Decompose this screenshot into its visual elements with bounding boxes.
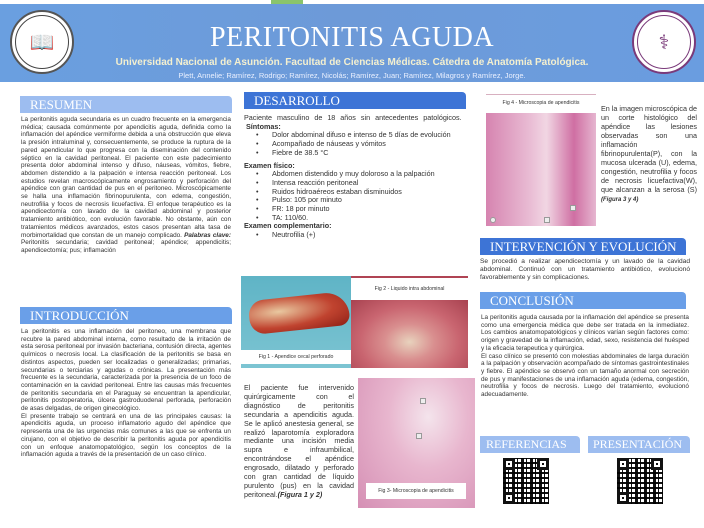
figure-2-intraabdominal-fluid [351,276,468,368]
presentacion-heading: PRESENTACIÓN [588,436,690,453]
sintomas-list [244,131,468,157]
intervencion-body: Se procedió a realizar apendicectomía y un lavado de la cavidad abdominal. Continuó con un tratamiento antibiótico, evolucionó favorablemente y sin complicaciones. [480,258,690,281]
marker-c [490,217,496,223]
microscopy-figure-ref: (Figura 3 y 4) [601,197,639,203]
perforated-appendix-image [247,291,350,335]
figure-4-microscopy [486,94,596,226]
appendix-histology-image [486,113,596,226]
presentation-qr-code[interactable] [617,458,663,504]
desarrollo-body [244,114,468,240]
keywords-text: Peritonitis secundaria; cavidad peritoneal; apéndice; appendicitis; apendicectomía; pus; inflamación [21,239,231,254]
authors-line: Plett, Annelie; Ramírez, Rodrigo; Ramírez, Nicolás; Ramírez, Juan; Ramírez, Milagros y Ramírez, Jorge. [178,71,526,80]
surgery-text: El paciente fue intervenido quirúrgicamente con el diagnóstico de peritonitis secundaria a apendicitis aguda. Se le aplicó anestesia general, se realizó laparotomía exploradora mediante una incisión media supra e infraumbilical, encontrándose el apéndice engrosado, dilatado y perforado con gran cantidad de líquido purulento (pus) en la cavidad peritoneal. [244,383,354,499]
caduceus-icon: ⚕ [658,31,670,54]
introduccion-heading: INTRODUCCIÓN [20,307,232,324]
surgery-description [244,384,354,500]
marker-u [420,398,426,404]
intro-paragraph-1: La peritonitis es una inflamación del peritoneo, una membrana que recubre la pared abdominal interna, como resultado de la irritación de esta serosa peritoneal por invasión bacteriana, contusión directa, agentes químicos o necrosis local. La clasificación de la peritonitis se basa en distintos aspectos, pueden ser localizadas o generalizadas; primarias, secundarias o terciarias y agudas o crónicas. La presentación más frecuente es la secundaria, caracterizada por la presencia de un foco de contaminación en la cavidad peritoneal. Entre las causas más frecuentes de peritonitis secundaria en el Paraguay se encuentran la apendicular, peritonitis postoperatoria, úlcera gastroduodenal perforada, perforación de asas delgadas, de origen ginecológico. [21,328,231,413]
list-item: • Acompañado de náuseas y vómitos [256,140,468,149]
intraabdominal-fluid-image [351,300,468,368]
figure-1-caption: Fig 1 - Apendice cecal perforado [241,350,351,364]
list-item: • Dolor abdominal difuso e intenso de 5 días de evolución [256,131,468,140]
figure-4-caption: Fig 4 - Microscopia de apendicitis [486,97,596,109]
microscopy-text: En la imagen microscópica de un corte histológico del apéndice las lesiones observadas son una inflamación fibrinopurulenta(P), con la mucosa ulcerada (U), edema, congestión, neutrofilia y focos de necrosis licuefactiva(W), que alcanzan a la serosa (S) [601,104,697,194]
resumen-body [21,116,231,255]
book-icon: 📖 [29,31,55,54]
examen-fisico-label: Examen físico: [244,160,295,170]
intervencion-heading: INTERVENCIÓN Y EVOLUCIÓN [480,238,686,255]
keywords-label: Palabras clave: [184,231,231,239]
desarrollo-heading: DESARROLLO [244,92,466,109]
resumen-heading: RESUMEN [20,96,232,113]
examen-complementario-label: Examen complementario: [244,221,332,231]
conclusion-body [481,314,689,399]
marker-p [416,433,422,439]
list-item: • Abdomen distendido y muy doloroso a la palpación [256,170,468,179]
conclusion-paragraph-1: La peritonitis aguda causada por la inflamación del apéndice se presenta como una emergencia médica que debe ser tratada en la inmediatez. Los cambios anatomopatológicos y clínicos varían según factores como: origen y gravedad de la inflamación, edad, sexo, resistencia del huésped y la eficacia terapeutica y quirúrgica. [481,314,689,352]
poster-header [0,4,704,82]
introduccion-body [21,328,231,459]
list-item: • TA: 110/60. [256,214,468,223]
examen-fisico-list [244,170,468,222]
marker-s [570,205,576,211]
figure-2-caption: Fig 2 - Liquido intra abdominal [351,282,468,296]
fcm-seal-logo [632,10,696,74]
list-item: • FR: 18 por minuto [256,205,468,214]
references-qr-code[interactable] [503,458,549,504]
intro-paragraph-2: El presente trabajo se centrará en una de las principales causas: la apendicitis aguda, un proceso inflamatorio agudo del apéndice que representa una de las urgencias más comunes a las que se enfrenta un cirujano, con el objetivo de describir la peritonitis aguda por apendicitis con un enfoque anatomopatológico, según los conceptos de la inflamación aguda a través de la presentación de un caso clínico. [21,412,231,459]
list-item: • Ruidos hidroaéreos estaban disminuidos [256,188,468,197]
marker-w [544,217,550,223]
list-item: • Neutrofilia (+) [256,231,468,240]
resumen-text: La peritonitis aguda secundaria es un cuadro frecuente en la emergencia médica; causada comúnmente por apendicitis aguda, definida como la inflamación del apéndice vermiforme debida a una obstrucción que eleva la presión intraluminal y, consecuentemente, se produce la ruptura de la pared apendicular lo que progresa con la diseminación del contenido séptico en la cavidad peritoneal. El paciente con este padecimiento presenta dolor abdominal intenso y difuso, náuseas, vómitos, fiebre, abdomen distendido a la palpación e intensa reacción peritoneal. Los estudios revelan macroscópicamente engrosamiento y perforación del apéndice con gran cantidad de pus en el peritoneo. Microscópicamente se halla una inflamación fibrinopurulenta, con edema, congestión, neutrofilia y focos de necrosis licuefactiva. El enfoque terapéutico es la apendicectomía con lavado de la cavidad abdominal y posterior tratamiento antibiótico, con evolución favorable. No obstante, aún con tratamientos médicos avanzados, estos casos presentan alta tasa de morbimortalidad que constan de un manejo complicado. [21,116,231,239]
surgery-figure-ref: (Figura 1 y 2) [277,489,323,499]
conclusion-heading: CONCLUSIÓN [480,292,686,309]
figure-3-microscopy [358,378,475,508]
list-item: • Pulso: 105 por minuto [256,196,468,205]
sintomas-label: Síntomas: [246,121,281,131]
referencias-heading: REFERENCIAS [480,436,580,453]
conclusion-paragraph-2: El caso clínico se presentó con molestias abdominales de larga duración a la palpación y observación acompañado de síntomas gastrointestinales y fiebre. El apéndice se observó con un tamaño anormal con secreción de pus y manifestaciones de una inflamación aguda (edema, congestión, neutrofilia y focos de necrosis. Luego del tratamiento, evolucionó adecuadamente. [481,352,689,399]
list-item: • Fiebre de 38.5 °C [256,149,468,158]
figure-1-appendix-photo [241,276,351,368]
institution-subtitle: Universidad Nacional de Asunción. Facultad de Ciencias Médicas. Cátedra de Anatomía Patológica. [115,57,589,68]
examen-complementario-list [244,231,468,240]
microscopy-description [601,104,697,205]
patient-intro: Paciente masculino de 18 años sin antecedentes patológicos. [244,113,462,122]
poster-title: PERITONITIS AGUDA [209,22,495,53]
list-item: • Intensa reacción peritoneal [256,179,468,188]
header-accent-line [271,0,303,4]
figure-3-caption: Fig 3- Microscopia de apendicitis [366,483,466,499]
